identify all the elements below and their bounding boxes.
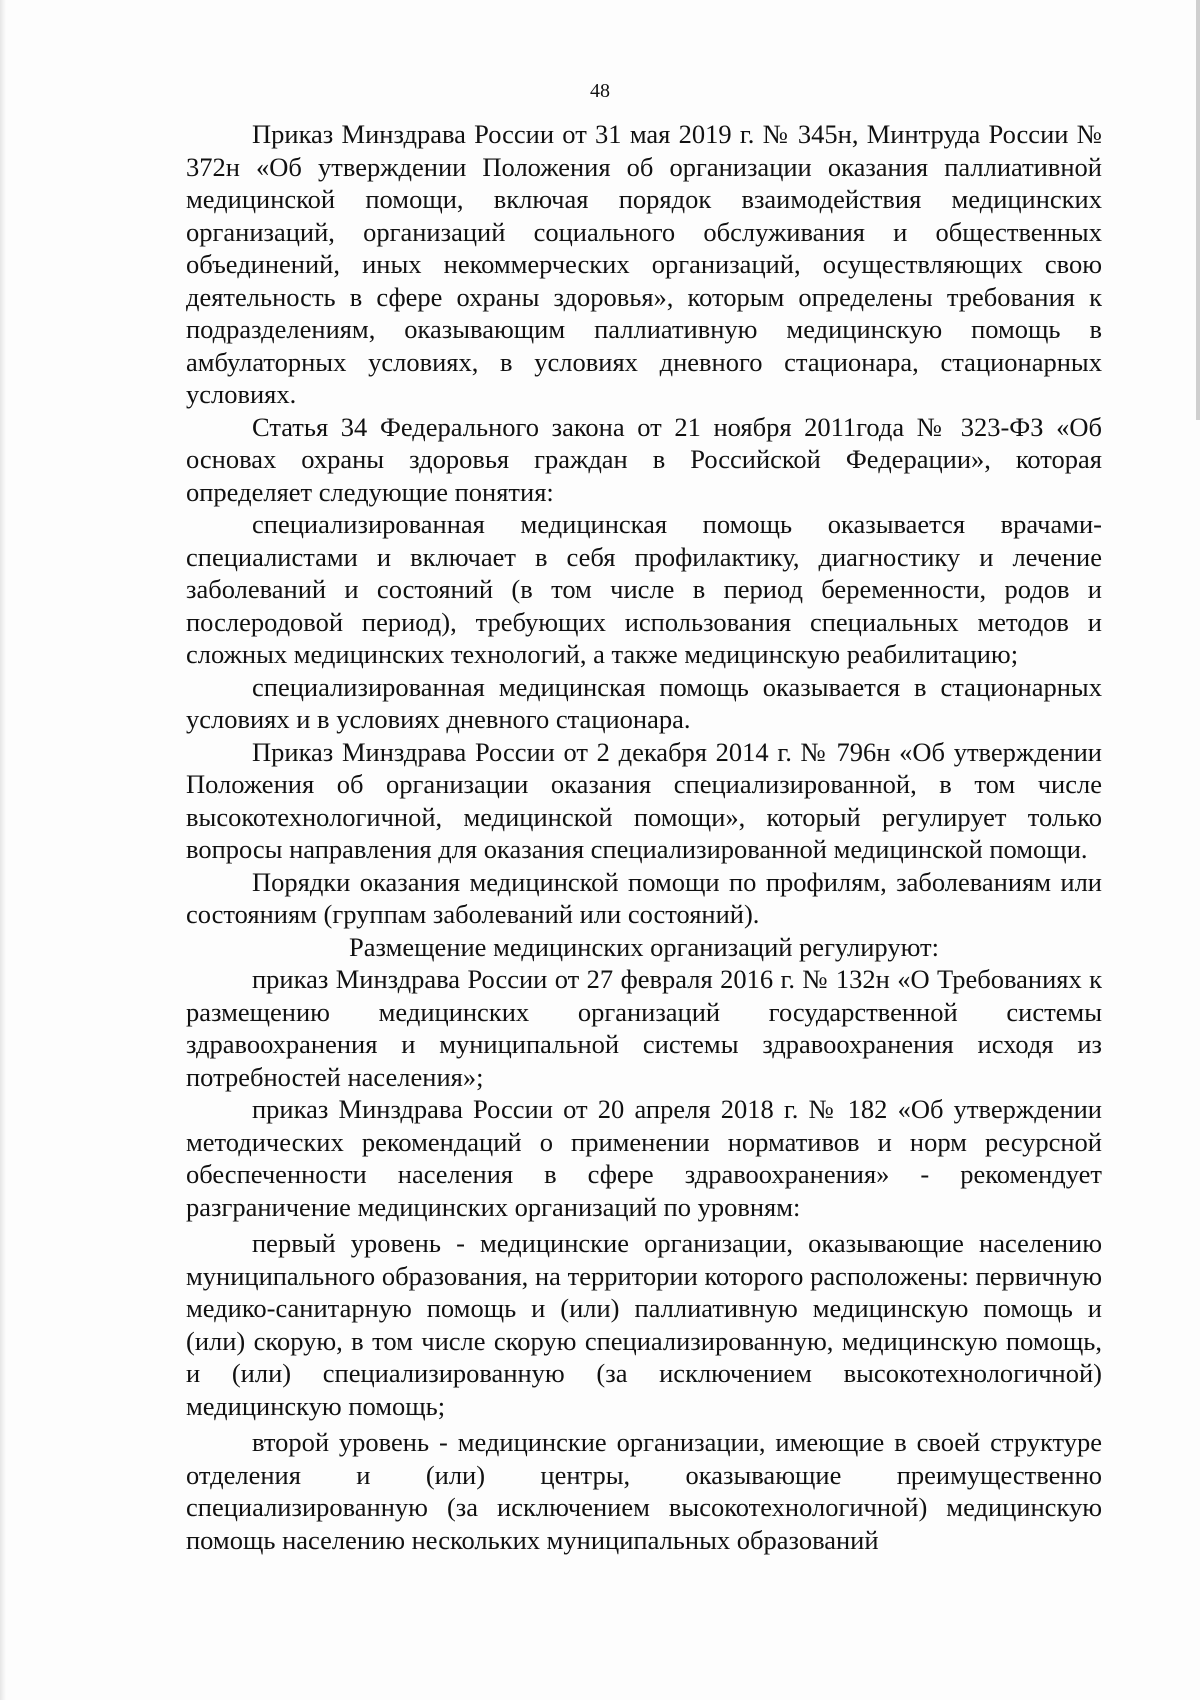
paragraph-care-procedures: Порядки оказания медицинской помощи по профилям, заболеваниям или состояниям (группам заболеваний или состояний). xyxy=(186,866,1102,929)
document-body xyxy=(186,118,1102,1556)
paragraph-order-182: приказ Минздрава России от 20 апреля 2018 г. № 182 «Об утверждении методических рекомендаций о применении нормативов и норм ресурсной обеспеченности населения в сфере здравоохранения» - рекомендует разграничение медицинских организаций по уровням: xyxy=(186,1094,1102,1222)
page-edge-shadow xyxy=(0,0,6,1700)
scan-edge-mark xyxy=(1196,0,1200,420)
paragraph-article-34: Статья 34 Федерального закона от 21 ноября 2011года № 323-ФЗ «Об основах охраны здоровья граждан в Российской Федерации», которая определяет следующие понятия: xyxy=(186,411,1102,507)
paragraph-placement-heading: Размещение медицинских организаций регулируют: xyxy=(349,931,939,962)
paragraph-order-132n: приказ Минздрава России от 27 февраля 2016 г. № 132н «О Требованиях к размещению медицинских организаций государственной системы здравоохранения и муниципальной системы здравоохранения исходя из потребностей населения»; xyxy=(186,964,1102,1092)
paragraph-order-796n: Приказ Минздрава России от 2 декабря 2014 г. № 796н «Об утверждении Положения об организации оказания специализированной, в том числе высокотехнологичной, медицинской помощи», который регулирует только вопросы направления для оказания специализированной медицинской помощи. xyxy=(186,736,1102,864)
page-number: 48 xyxy=(590,80,610,102)
paragraph-specialized-definition: специализированная медицинская помощь оказывается врачами-специалистами и включает в себя профилактику, диагностику и лечение заболеваний и состояний (в том числе в период беременности, родов и послеродовой период), требующих использования специальных методов и сложных медицинских технологий, а также медицинскую реабилитацию; xyxy=(186,509,1102,669)
paragraph-specialized-conditions: специализированная медицинская помощь оказывается в стационарных условиях и в условиях дневного стационара. xyxy=(186,671,1102,734)
paragraph-second-level: второй уровень - медицинские организации, имеющие в своей структуре отделения и (или) центры, оказывающие преимущественно специализированную (за исключением высокотехнологичной) медицинскую помощь населению нескольких муниципальных образований xyxy=(186,1427,1102,1555)
paragraph-palliative-order: Приказ Минздрава России от 31 мая 2019 г. № 345н, Минтруда России № 372н «Об утверждении Положения об организации оказания паллиативной медицинской помощи, включая порядок взаимодействия медицинских организаций, организаций социального обслуживания и общественных объединений, иных некоммерческих организаций, осуществляющих свою деятельность в сфере охраны здоровья», которым определены требования к подразделениям, оказывающим паллиативную медицинскую помощь в амбулаторных условиях, в условиях дневного стационара, стационарных условиях. xyxy=(186,119,1102,409)
paragraph-first-level: первый уровень - медицинские организации, оказывающие населению муниципального образования, на территории которого расположены: первичную медико-санитарную помощь и (или) паллиативную медицинскую помощь и (или) скорую, в том числе скорую специализированную, медицинскую помощь, и (или) специализированную (за исключением высокотехнологичной) медицинскую помощь; xyxy=(186,1228,1102,1421)
